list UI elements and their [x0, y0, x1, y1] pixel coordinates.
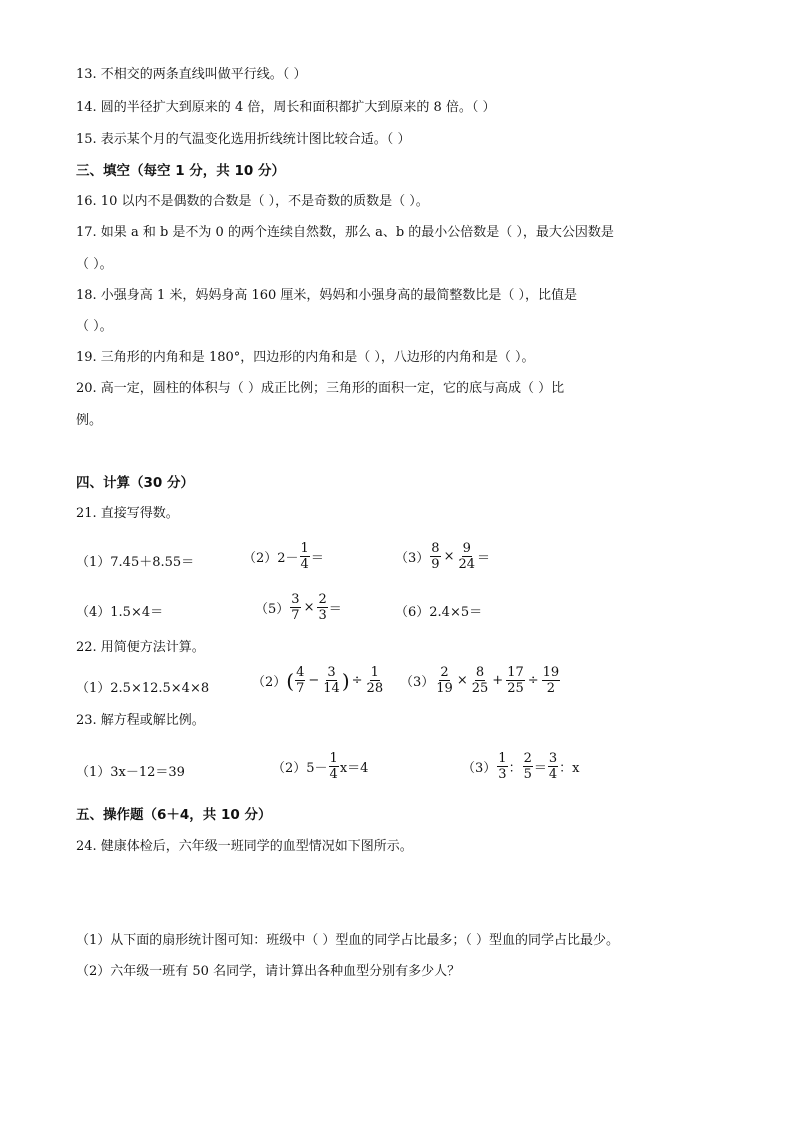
- question-18-line2: （ ）。: [76, 319, 113, 334]
- question-24-part2: （2）六年级一班有 50 名同学，请计算出各种血型分别有多少人？: [76, 964, 461, 979]
- fraction: [430, 541, 440, 572]
- numerator: 19: [542, 665, 560, 680]
- q23-part2: [272, 751, 368, 782]
- fraction: [497, 751, 507, 782]
- denominator: 9: [431, 557, 440, 572]
- numerator: 2: [318, 592, 327, 607]
- question-16: 16. 10 以内不是偶数的合数是（ ），不是奇数的质数是（ ）。: [76, 194, 429, 209]
- numerator: 3: [548, 751, 558, 766]
- open-paren: (: [286, 668, 295, 693]
- fraction: [366, 665, 385, 696]
- times-sign: ×: [456, 673, 468, 688]
- q21-part3: [395, 541, 490, 572]
- numerator: 1: [300, 541, 309, 556]
- plus-sign: +: [492, 673, 504, 688]
- denominator: 3: [318, 608, 327, 623]
- q23-p3-rest: ：x: [559, 761, 580, 776]
- minus-sign: −: [308, 673, 320, 688]
- q21-p4-text: （4）1.5×4＝: [76, 605, 164, 620]
- q21-part6: [395, 601, 482, 620]
- fraction: [471, 665, 490, 696]
- denominator: 5: [523, 767, 532, 782]
- fraction: [542, 665, 561, 696]
- fraction: [523, 751, 533, 782]
- section-3-heading: 三、填空（每空 1 分，共 10 分）: [76, 163, 285, 179]
- question-24: 24. 健康体检后，六年级一班同学的血型情况如下图所示。: [76, 839, 413, 854]
- equals-sign: ＝: [328, 602, 342, 617]
- question-17-line1: 17. 如果 a 和 b 是不为 0 的两个连续自然数，那么 a、b 的最小公倍数是（ ），最大公因数是: [76, 225, 614, 240]
- q22-part1: [76, 677, 209, 696]
- q23-p2-rest: x＝4: [339, 761, 369, 776]
- question-19: 19. 三角形的内角和是 180°，四边形的内角和是（ ），八边形的内角和是（ ）。: [76, 350, 535, 365]
- denominator: 3: [498, 767, 507, 782]
- numerator: 8: [431, 541, 440, 556]
- ratio-colon: ：: [508, 761, 522, 776]
- numerator: 1: [329, 751, 338, 766]
- fraction: [435, 665, 454, 696]
- denominator: 25: [507, 681, 524, 696]
- denominator: 28: [366, 681, 384, 696]
- times-sign: ×: [443, 549, 455, 564]
- numerator: 1: [370, 665, 379, 680]
- q21-p1-text: （1）7.45＋8.55＝: [76, 555, 195, 570]
- denominator: 4: [300, 557, 309, 572]
- denominator: 25: [471, 681, 489, 696]
- fraction: [329, 751, 339, 782]
- times-sign: ×: [303, 600, 315, 615]
- q21-p5-label: （5）: [255, 602, 290, 617]
- numerator: 3: [291, 592, 300, 607]
- q21-part5: [255, 592, 342, 623]
- q22-p1-text: （1）2.5×12.5×4×8: [76, 681, 210, 696]
- numerator: 9: [462, 541, 471, 556]
- q22-part2: [252, 665, 385, 696]
- q21-p2-label: （2）2－: [243, 551, 299, 566]
- fraction: [506, 665, 525, 696]
- section-5-heading: 五、操作题（6＋4，共 10 分）: [76, 807, 272, 823]
- numerator: 2: [523, 751, 532, 766]
- denominator: 2: [546, 681, 556, 696]
- question-20-line1: 20. 高一定，圆柱的体积与（ ）成正比例；三角形的面积一定，它的底与高成（ ）比: [76, 381, 565, 396]
- numerator: 3: [327, 665, 336, 680]
- denominator: 19: [436, 681, 453, 696]
- fraction: [317, 592, 327, 623]
- q23-p3-label: （3）: [462, 761, 497, 776]
- question-20-line2: 例。: [76, 413, 103, 428]
- q22-p2-label: （2）: [252, 675, 287, 690]
- fraction: [300, 541, 310, 572]
- denominator: 14: [323, 681, 340, 696]
- fraction: [295, 665, 305, 696]
- close-paren: ): [341, 668, 350, 693]
- q21-part2: [243, 541, 324, 572]
- section-4-heading: 四、计算（30 分）: [76, 475, 194, 491]
- q23-p2-label: （2）5－: [272, 761, 328, 776]
- numerator: 2: [440, 665, 449, 680]
- question-24-part1: （1）从下面的扇形统计图可知：班级中（ ）型血的同学占比最多；（ ）型血的同学占比最少。: [76, 933, 620, 948]
- q23-part1: [76, 761, 185, 780]
- divide-sign: ÷: [527, 673, 539, 688]
- numerator: 1: [498, 751, 507, 766]
- denominator: 24: [458, 557, 476, 572]
- fraction: [548, 751, 558, 782]
- denominator: 4: [329, 767, 338, 782]
- question-15: 15. 表示某个月的气温变化选用折线统计图比较合适。（ ）: [76, 132, 411, 147]
- question-17-line2: （ ）。: [76, 257, 113, 272]
- q22-part3: [400, 665, 561, 696]
- q22-p3-label: （3）: [400, 675, 435, 690]
- denominator: 7: [291, 608, 300, 623]
- question-22: 22. 用简便方法计算。: [76, 640, 205, 655]
- fraction: [290, 592, 300, 623]
- question-13: 13. 不相交的两条直线叫做平行线。（ ）: [76, 67, 307, 82]
- divide-sign: ÷: [351, 673, 363, 688]
- equals-sign: ＝: [310, 551, 324, 566]
- q23-part3: [462, 751, 580, 782]
- q21-part4: [76, 601, 163, 620]
- denominator: 4: [548, 767, 558, 782]
- numerator: 17: [507, 665, 524, 680]
- question-23: 23. 解方程或解比例。: [76, 713, 205, 728]
- q21-p6-text: （6）2.4×5＝: [395, 605, 483, 620]
- numerator: 4: [296, 665, 305, 680]
- q21-p3-label: （3）: [395, 551, 430, 566]
- fraction: [322, 665, 341, 696]
- equals-sign: ＝: [477, 551, 491, 566]
- q23-p1-text: （1）3x－12＝39: [76, 765, 185, 780]
- q21-part1: [76, 551, 194, 570]
- fraction: [457, 541, 476, 572]
- question-21: 21. 直接写得数。: [76, 506, 179, 521]
- denominator: 7: [296, 681, 305, 696]
- question-14: 14. 圆的半径扩大到原来的 4 倍，周长和面积都扩大到原来的 8 倍。（ ）: [76, 100, 496, 115]
- numerator: 8: [475, 665, 485, 680]
- question-18-line1: 18. 小强身高 1 米，妈妈身高 160 厘米，妈妈和小强身高的最简整数比是（ ），比值是: [76, 288, 578, 303]
- equals-sign: ＝: [533, 761, 547, 776]
